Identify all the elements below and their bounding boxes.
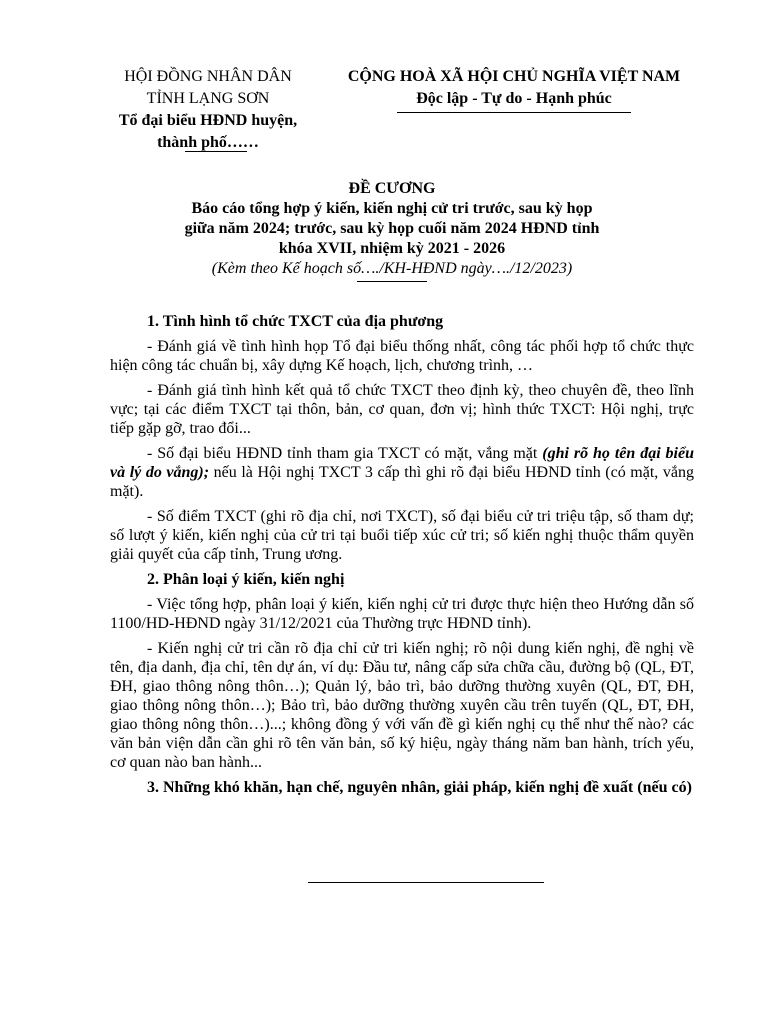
council-name: HỘI ĐỒNG NHÂN DÂN	[124, 68, 292, 85]
title-underline	[357, 281, 427, 282]
delegation-name: Tổ đại biểu HĐND huyện,	[118, 112, 298, 129]
document-subtitle-line-3: khóa XVII, nhiệm kỳ 2021 - 2026	[278, 240, 506, 257]
section-1-paragraph: - Đánh giá tình hình kết quả tổ chức TXCT theo định kỳ, theo chuyên đề, theo lĩnh vực; tại các điểm TXCT tại thôn, bản, cơ quan, đơn vị; hình thức TXCT: Hội nghị, trực tiếp gặp gỡ, trao đổi...	[110, 382, 694, 437]
motto-underline	[397, 112, 631, 113]
emphasized-note: (ghi rõ họ tên đại biểu và lý do vắng);	[110, 445, 694, 481]
section-2-paragraph: - Việc tổng hợp, phân loại ý kiến, kiến nghị cử tri được thực hiện theo Hướng dẫn số 1100/HD-HĐND ngày 31/12/2021 của Thường trực HĐND tỉnh).	[110, 596, 694, 632]
section-2-paragraph: - Kiến nghị cử tri cần rõ địa chỉ cử tri kiến nghị; rõ nội dung kiến nghị, đề nghị về tên, địa danh, địa chỉ, tên dự án, ví dụ: Đầu tư, nâng cấp sửa chữa cầu, đường bộ (QL, ĐT, ĐH, giao thông nông thôn…); Quản lý, bảo trì, bảo dưỡng thường xuyên (QL, ĐT, ĐH, giao thông nông thôn…); Bảo trì, bảo dưỡng thường xuyên cầu trên tuyến (QL, ĐT, ĐH, giao thông nông thôn…)...; không đồng ý với vấn đề gì kiến nghị cụ thể như thế nào? các văn bản viện dẫn cần ghi rõ tên văn bản, số ký hiệu, ngày tháng năm ban hành, trích yếu, cơ quan nào ban hành...	[110, 640, 694, 771]
authority-underline	[185, 151, 247, 152]
section-1-paragraph: - Đánh giá về tình hình họp Tổ đại biểu thống nhất, công tác phối hợp tổ chức thực hiện công tác chuẩn bị, xây dựng Kế hoạch, lịch, chương trình, …	[110, 338, 694, 374]
document-subtitle-line-1: Báo cáo tổng hợp ý kiến, kiến nghị cử tri trước, sau kỳ họp	[191, 200, 593, 217]
section-2-heading: 2. Phân loại ý kiến, kiến nghị	[147, 571, 345, 588]
country-name: CỘNG HOÀ XÃ HỘI CHỦ NGHĨA VIỆT NAM	[347, 68, 681, 85]
section-1-paragraph	[110, 444, 694, 501]
section-3-heading: 3. Những khó khăn, hạn chế, nguyên nhân, giải pháp, kiến nghị đề xuất (nếu có)	[147, 779, 692, 796]
document-title: ĐỀ CƯƠNG	[348, 180, 436, 197]
plan-reference: (Kèm theo Kế hoạch số…./KH-HĐND ngày…./12/2023)	[211, 260, 573, 277]
delegation-city: thành phố……	[157, 134, 259, 151]
paragraph-text: - Số đại biểu HĐND tỉnh tham gia TXCT có mặt, vắng mặt	[147, 445, 543, 462]
document-title-block	[92, 179, 692, 282]
end-of-document-rule	[308, 882, 544, 883]
section-1-paragraph: - Số điểm TXCT (ghi rõ địa chỉ, nơi TXCT), số đại biểu cử tri triệu tập, số tham dự; số lượt ý kiến, kiến nghị của cử tri tại buổi tiếp xúc cử tri; số kiến nghị thuộc thẩm quyền giải quyết của cấp tỉnh, Trung ương.	[110, 508, 694, 563]
section-1-heading: 1. Tình hình tổ chức TXCT của địa phương	[147, 313, 444, 330]
motto: Độc lập - Tự do - Hạnh phúc	[416, 90, 612, 107]
province-name: TỈNH LẠNG SƠN	[146, 90, 270, 107]
paragraph-text: nếu là Hội nghị TXCT 3 cấp thì ghi rõ đại biểu HĐND tỉnh (có mặt, vắng mặt).	[110, 464, 694, 500]
national-motto-block	[328, 66, 700, 113]
document-subtitle-line-2: giữa năm 2024; trước, sau kỳ họp cuối năm 2024 HĐND tỉnh	[184, 220, 600, 237]
document-body	[110, 312, 694, 803]
issuing-authority-block	[92, 66, 324, 152]
